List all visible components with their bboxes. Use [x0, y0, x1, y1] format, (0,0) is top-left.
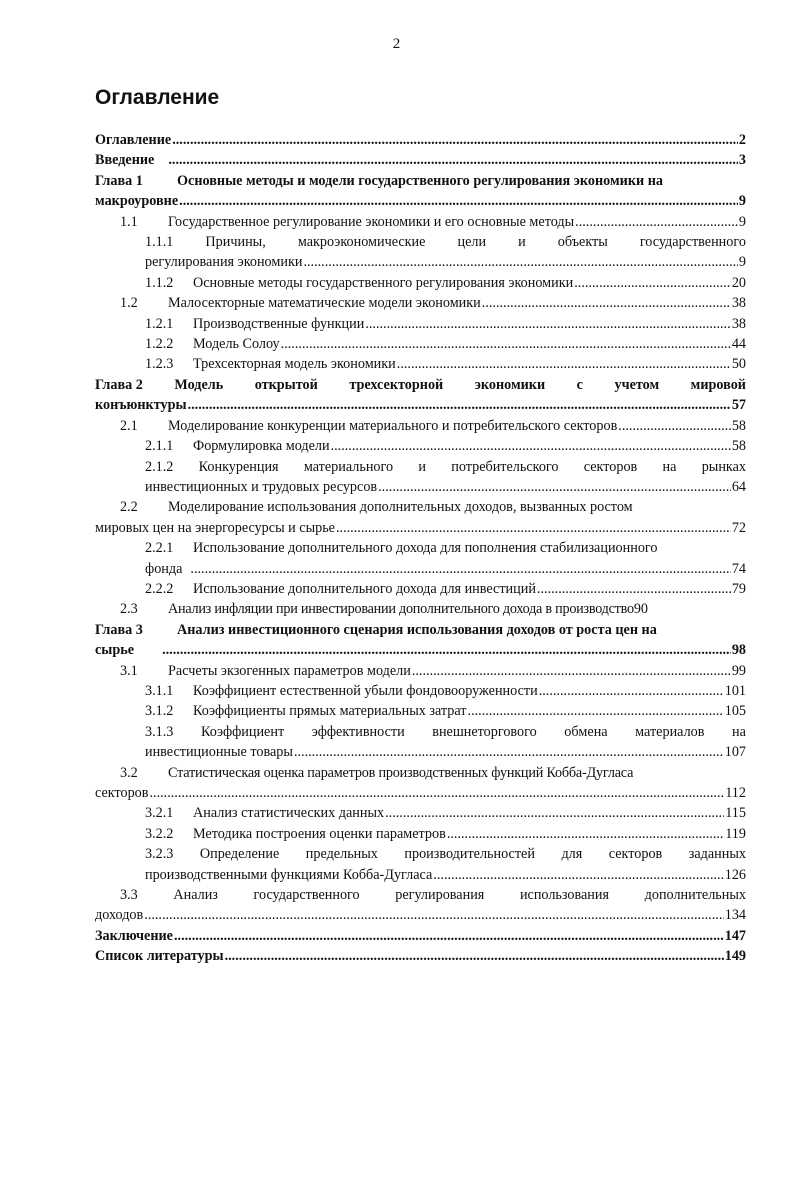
toc-entry-1-1-2[interactable]: [95, 273, 746, 293]
toc-entry-word: рынках: [701, 458, 746, 475]
toc-page-number: 99: [731, 662, 746, 679]
toc-entry-introduction[interactable]: [95, 150, 746, 170]
toc-entry-word: и: [418, 458, 426, 475]
toc-page-number: 50: [731, 356, 746, 373]
toc-entry-title-continued: фонда: [145, 560, 183, 577]
toc-entry-title: Использование дополнительного дохода для инвестиций: [193, 580, 536, 597]
toc-entry-word: государственного: [253, 887, 360, 904]
toc-entry-number: 3.2.3: [145, 846, 174, 863]
toc-entry-word: эффективности: [311, 723, 405, 740]
dot-leader: [539, 681, 724, 701]
toc-entry-number: 1.1: [120, 213, 138, 230]
dot-leader: [575, 212, 738, 232]
toc-entry-title-continued: регулирования экономики: [145, 254, 303, 271]
toc-page-number: 147: [724, 927, 746, 944]
toc-page-number: 9: [738, 193, 746, 210]
toc-entry-title: Анализ статистических данных: [193, 805, 385, 822]
toc-entry-word: Модель: [174, 376, 224, 393]
dot-leader: [537, 579, 731, 599]
toc-entry-number: 1.2: [120, 295, 138, 312]
dot-leader: [468, 701, 724, 721]
toc-entry-word: Причины,: [205, 234, 266, 251]
dot-leader: [574, 273, 731, 293]
toc-entry-word: Анализ: [173, 887, 218, 904]
toc-entry-word: Коэффициент: [200, 723, 285, 740]
dot-leader: [162, 640, 731, 660]
dot-leader: [331, 436, 731, 456]
toc-entry-number: 2.1.1: [145, 438, 174, 455]
toc-entry-number: 3.3: [120, 887, 138, 904]
toc-entry-contents[interactable]: [95, 130, 746, 150]
toc-page-number: 90: [633, 601, 649, 618]
toc-entry-title: Основные методы и модели государственного регулирования экономики на: [177, 172, 663, 189]
dot-leader: [172, 130, 738, 150]
toc-page-number: 72: [731, 519, 746, 536]
toc-entry-title: Моделирование использования дополнительных доходов, вызванных ростом: [168, 499, 633, 516]
toc-entry-3-3[interactable]: [95, 885, 746, 926]
toc-entry-title: Малосекторные математические модели экономики: [168, 295, 481, 312]
toc-entry-title-continued: инвестиционные товары: [145, 744, 293, 761]
toc-entry-number: 2.2.1: [145, 540, 174, 557]
dot-leader: [174, 926, 724, 946]
toc-entry-number: 2.1: [120, 417, 138, 434]
toc-entry-1-2-3[interactable]: [95, 354, 746, 374]
toc-entry-number: 3.1.2: [145, 703, 174, 720]
toc-entry-1-1-1[interactable]: [95, 232, 746, 273]
toc-entry-word: заданных: [688, 846, 746, 863]
toc-entry-1-1[interactable]: [95, 212, 746, 232]
toc-entry-word: потребительского: [451, 458, 559, 475]
toc-entry-word: для: [561, 846, 583, 863]
toc-entry-number: 3.2.1: [145, 805, 174, 822]
dot-leader: [378, 477, 731, 497]
toc-entry-conclusion[interactable]: [95, 926, 746, 946]
toc-page-number: 58: [731, 438, 746, 455]
toc-entry-word: материалов: [635, 723, 705, 740]
toc-entry-word: трехсекторной: [349, 376, 444, 393]
toc-entry-word: Определение: [199, 846, 280, 863]
toc-entry-title: Коэффициент естественной убыли фондовооруженности: [193, 682, 538, 699]
toc-entry-3-2-2[interactable]: [95, 824, 746, 844]
toc-page-number: 2: [738, 132, 746, 148]
toc-entry-title: Государственное регулирование экономики и его основные методы: [168, 213, 575, 230]
toc-entry-title: Коэффициенты прямых материальных затрат: [193, 703, 467, 720]
toc-entry-word: мировой: [690, 376, 746, 393]
toc-entry-title-continued: секторов: [95, 785, 149, 801]
toc-entry-title-continued: инвестиционных и трудовых ресурсов: [145, 478, 378, 495]
toc-entry-1-2[interactable]: [95, 293, 746, 313]
toc-entry-title: Статистическая оценка параметров производственных функций Кобба-Дугласа: [168, 764, 634, 781]
dot-leader: [397, 354, 731, 374]
toc-entry-title: Использование дополнительного дохода для пополнения стабилизационного: [193, 540, 658, 557]
dot-leader: [385, 803, 724, 823]
toc-entry-2-3[interactable]: [95, 599, 746, 619]
toc-entry-word: открытой: [254, 376, 318, 393]
toc-entry-word: секторов: [583, 458, 638, 475]
toc-entry-title-continued: производственными функциями Кобба-Дугласа: [145, 866, 433, 883]
toc-entry-3-2[interactable]: [95, 763, 746, 804]
toc-page-number: 9: [738, 213, 746, 230]
toc-entry-word: обмена: [564, 723, 608, 740]
page-title: Оглавление: [95, 86, 220, 109]
toc-entry-word: Конкуренция: [198, 458, 279, 475]
toc-entry-number: 1.2.2: [145, 336, 174, 353]
toc-page-number: 9: [738, 254, 746, 271]
toc-page-number: 74: [731, 560, 746, 577]
dot-leader: [294, 742, 724, 762]
toc-entry-title: Основные методы государственного регулирования экономики: [193, 274, 574, 291]
toc-entry-number: 1.1.1: [145, 234, 174, 251]
toc-entry-number: 1.1.2: [145, 274, 174, 291]
toc-entry-number: Глава 3: [95, 621, 143, 638]
toc-entry-word: макроэкономические: [297, 234, 426, 251]
toc-entry-word: экономики: [474, 376, 546, 393]
toc-entry-3-1-3[interactable]: [95, 722, 746, 763]
toc-page-number: 115: [725, 805, 746, 822]
toc-entry-chapter-1[interactable]: [95, 171, 746, 212]
toc-entry-title-continued: сырье: [95, 642, 135, 659]
toc-entry-word: на: [662, 458, 677, 475]
toc-entry-number: 3.2.2: [145, 825, 174, 842]
toc-entry-title: Список литературы: [95, 948, 224, 965]
toc-entry-title: Анализ инвестиционного сценария использования доходов от роста цен на: [177, 621, 657, 638]
dot-leader: [336, 518, 731, 538]
toc-entry-title-continued: конъюнктуры: [95, 397, 187, 414]
toc-entry-2-1[interactable]: [95, 416, 746, 436]
toc-entry-title: Производственные функции: [193, 315, 365, 332]
toc-entry-chapter-2[interactable]: [95, 375, 746, 416]
toc-entry-word: и: [518, 234, 526, 251]
toc-entry-3-1[interactable]: [95, 661, 746, 681]
toc-page-number: 44: [731, 336, 746, 353]
toc-entry-title: Трехсекторная модель экономики: [193, 356, 396, 373]
toc-page-number: 134: [724, 907, 746, 924]
dot-leader: [412, 661, 731, 681]
toc-entry-title: Моделирование конкуренции материального и потребительского секторов: [168, 417, 618, 434]
toc-page-number: 119: [725, 825, 746, 842]
dot-leader: [303, 252, 737, 272]
dot-leader: [144, 905, 724, 925]
toc-entry-number: 1.2.3: [145, 356, 174, 373]
toc-page-number: 57: [731, 397, 746, 414]
toc-entry-word: секторов: [608, 846, 663, 863]
toc-entry-number: 2.3: [120, 601, 138, 618]
toc-page-number: 112: [725, 785, 746, 801]
toc-page-number: 58: [731, 417, 746, 434]
toc-entry-number: 1.2.1: [145, 315, 174, 332]
toc-page-number: 101: [724, 682, 746, 699]
toc-entry-2-2-1[interactable]: [95, 538, 746, 579]
toc-entry-number: 3.1.1: [145, 682, 174, 699]
toc-entry-word: с: [576, 376, 583, 393]
dot-leader: [447, 824, 724, 844]
toc-entry-word: предельных: [305, 846, 378, 863]
toc-entry-title-continued: доходов: [95, 907, 144, 924]
toc-entry-number: Глава 2: [95, 376, 143, 393]
toc-entry-3-2-3[interactable]: [95, 844, 746, 885]
toc-page-number: 38: [731, 295, 746, 312]
toc-page-number: 107: [724, 744, 746, 761]
toc-entry-number: 3.1.3: [145, 723, 174, 740]
toc-entry-word: регулирования: [395, 887, 485, 904]
toc-entry-title: Оглавление: [95, 132, 172, 148]
toc-entry-2-2[interactable]: [95, 497, 746, 538]
toc-page-number: 64: [731, 478, 746, 495]
toc-entry-3-1-1[interactable]: [95, 681, 746, 701]
toc-entry-number: 3.1: [120, 662, 138, 679]
page-number: 2: [392, 36, 401, 52]
dot-leader: [365, 314, 731, 334]
toc-entry-word: внешнеторгового: [432, 723, 537, 740]
toc-entry-word: дополнительных: [644, 887, 746, 904]
dot-leader: [168, 150, 738, 170]
toc-entry-title: Расчеты экзогенных параметров модели: [168, 662, 411, 679]
toc-page-number: 149: [724, 948, 746, 965]
toc-entry-title-continued: мировых цен на энергоресурсы и сырье: [95, 519, 335, 536]
dot-leader: [225, 946, 724, 966]
toc-entry-word: материального: [303, 458, 394, 475]
toc-entry-1-2-1[interactable]: [95, 314, 746, 334]
toc-page-number: 79: [731, 580, 746, 597]
toc-entry-number: 2.2.2: [145, 580, 174, 597]
toc-entry-word: на: [732, 723, 746, 740]
dot-leader: [190, 559, 730, 579]
toc-entry-3-1-2[interactable]: [95, 701, 746, 721]
dot-leader: [179, 191, 738, 211]
toc-page-number: 38: [731, 315, 746, 332]
toc-entry-word: использования: [519, 887, 610, 904]
toc-entry-1-2-2[interactable]: [95, 334, 746, 354]
toc-entry-title: Формулировка модели: [193, 438, 330, 455]
toc-page-number: 3: [738, 152, 746, 169]
table-of-contents: [95, 130, 746, 967]
toc-entry-references[interactable]: [95, 946, 746, 966]
toc-page-number: 126: [724, 866, 746, 883]
toc-entry-number: 3.2: [120, 764, 138, 781]
toc-page-number: 105: [724, 703, 746, 720]
toc-page-number: 20: [731, 274, 746, 291]
dot-leader: [188, 395, 731, 415]
dot-leader: [281, 334, 731, 354]
toc-entry-word: учетом: [614, 376, 660, 393]
toc-entry-title: Введение: [95, 152, 155, 169]
toc-entry-chapter-3[interactable]: [95, 620, 746, 661]
dot-leader: [618, 416, 731, 436]
toc-entry-number: 2.2: [120, 499, 138, 516]
toc-entry-title-continued: макроуровне: [95, 193, 179, 210]
toc-entry-number: Глава 1: [95, 172, 143, 189]
toc-entry-number: 2.1.2: [145, 458, 174, 475]
toc-page-number: 98: [731, 642, 746, 659]
dot-leader: [433, 865, 723, 885]
dot-leader: [149, 783, 724, 803]
toc-entry-2-1-1[interactable]: [95, 436, 746, 456]
toc-entry-word: государственного: [639, 234, 746, 251]
toc-entry-word: производительностей: [404, 846, 535, 863]
toc-entry-word: цели: [457, 234, 487, 251]
dot-leader: [482, 293, 731, 313]
toc-entry-2-1-2[interactable]: [95, 457, 746, 498]
toc-entry-3-2-1[interactable]: [95, 803, 746, 823]
toc-entry-title: Анализ инфляции при инвестировании дополнительного дохода в производство: [168, 601, 634, 618]
toc-entry-2-2-2[interactable]: [95, 579, 746, 599]
toc-entry-word: объекты: [557, 234, 608, 251]
toc-entry-title: Заключение: [95, 927, 173, 944]
toc-entry-title: Модель Солоу: [193, 336, 280, 353]
toc-entry-title: Методика построения оценки параметров: [193, 825, 446, 842]
